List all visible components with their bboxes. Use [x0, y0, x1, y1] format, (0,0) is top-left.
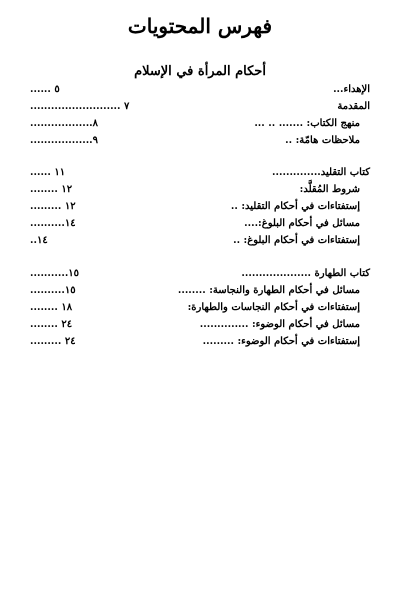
toc-entry-page-number: ١١ ...... [30, 167, 66, 178]
toc-entry-title: إستفتاءات في أحكام التقليد: .. [230, 201, 360, 212]
toc-entry-title: المقدمة [337, 101, 370, 112]
toc-entry-page-number: ١٤.......... [30, 218, 76, 229]
toc-entry-title: الإهداء... [333, 84, 370, 95]
toc-entry [30, 199, 370, 215]
toc-entry [30, 317, 370, 333]
toc-entry-title: ملاحظات هامّة: .. [285, 135, 360, 146]
toc-entry-page-number: ٢٤ ........ [30, 319, 73, 330]
toc-entry-page-number: ٨.................. [30, 118, 99, 129]
toc-entry-page-number: ٧ .......................... [30, 101, 130, 112]
toc-entry-title: شروط المُقلَّد: [299, 184, 360, 195]
page-title: فهرس المحتويات [127, 14, 273, 38]
toc-entry-page-number: ١٢ ........ [30, 184, 73, 195]
toc-entry-title: منهج الكتاب: ....... .. ... [254, 118, 360, 129]
toc-entry-title: مسائل في أحكام الطهارة والنجاسة: ........ [177, 285, 360, 296]
toc-entry-title: إستفتاءات في أحكام الوضوء: ......... [202, 336, 360, 347]
toc-entry [30, 182, 370, 198]
toc-entry-page-number: ١٥........... [30, 268, 80, 279]
toc-entry-page-number: ٥ ...... [30, 84, 60, 95]
toc-entry-page-number: ١٥.......... [30, 285, 76, 296]
toc-entry-title: كتاب التقليد.............. [272, 167, 370, 178]
toc-entry [30, 216, 370, 232]
book-subtitle: أحكام المرأة في الإسلام [134, 64, 266, 79]
toc-entry-title: مسائل في أحكام البلوغ:.... [244, 218, 360, 229]
toc-entry-page-number: ٩.................. [30, 135, 99, 146]
toc-entry-page-number: ١٤.. [30, 235, 48, 246]
toc-entry-title: إستفتاءات في أحكام النجاسات والطهارة: [187, 302, 360, 313]
toc-entry [30, 233, 370, 249]
toc-entry [30, 116, 370, 132]
toc-entry [30, 165, 370, 181]
toc-entry-page-number: ٢٤ ......... [30, 336, 76, 347]
toc-entry [30, 266, 370, 282]
toc-entry [30, 334, 370, 350]
toc-entry-title: مسائل في أحكام الوضوء: .............. [199, 319, 360, 330]
toc-entry-title: كتاب الطهارة .................... [241, 268, 370, 279]
toc-entry-title: إستفتاءات في أحكام البلوغ: .. [233, 235, 360, 246]
toc-entry [30, 133, 370, 149]
toc-entry-page-number: ١٨ ........ [30, 302, 73, 313]
toc-entry-page-number: ١٢ ......... [30, 201, 76, 212]
toc-entry [30, 82, 370, 98]
toc-entry [30, 300, 370, 316]
toc-entry [30, 283, 370, 299]
toc-entry [30, 99, 370, 115]
